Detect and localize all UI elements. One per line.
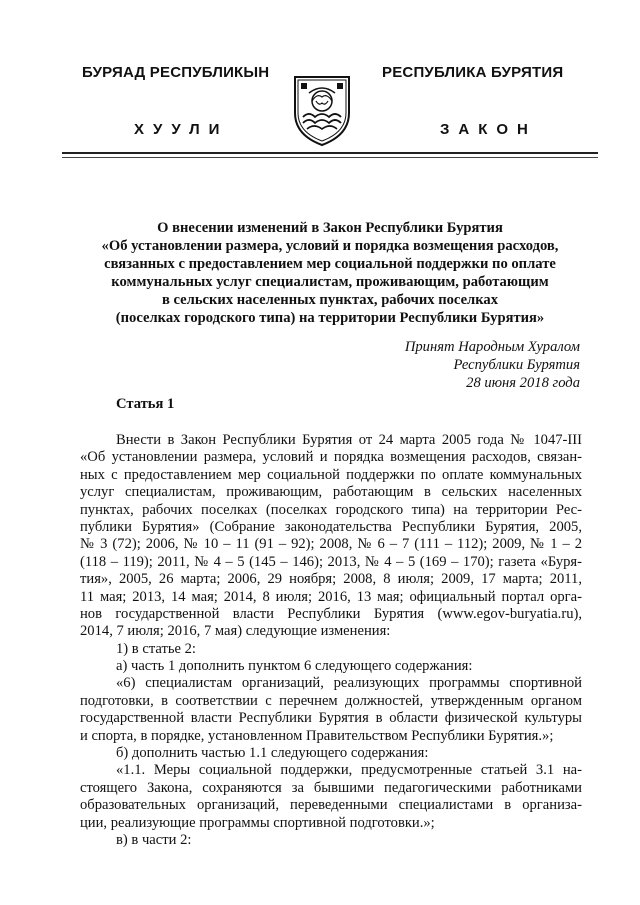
body-line: (118 – 119); 2011, № 4 – 5 (145 – 146); 2013, № 4 – 5 (169 – 170); газета «Буря-	[80, 553, 582, 570]
body-line: образовательных организаций, переведенными специалистами в организа-	[80, 797, 582, 814]
body-line: стоящего Закона, сохраняются за бывшими педагогическими работниками	[80, 779, 582, 796]
header-zakon: ЗАКОН	[440, 121, 537, 138]
title-line: «Об установлении размера, условий и порядка возмещения расходов,	[101, 238, 559, 254]
law-title	[62, 219, 598, 327]
header-khuuli: ХУУЛИ	[134, 121, 229, 138]
adoption-note	[405, 338, 580, 392]
body-line: публики Бурятия» (Собрание законодательства Республики Бурятия, 2005,	[80, 518, 582, 535]
body-line: «1.1. Меры социальной поддержки, предусмотренные статьей 3.1 на-	[116, 762, 582, 779]
body-line: № 3 (72); 2006, № 10 – 11 (91 – 92); 2008, № 6 – 7 (111 – 112); 2009, № 1 – 2	[80, 536, 582, 553]
title-line: коммунальных услуг специалистам, проживающим, работающим	[111, 274, 549, 290]
header-republic-buryatia: РЕСПУБЛИКА БУРЯТИЯ	[382, 64, 564, 81]
body-line: «6) специалистам организаций, реализующих программы спортивной	[116, 675, 582, 692]
title-line: О внесении изменений в Закон Республики Бурятия	[157, 220, 503, 236]
adoption-line: Республики Бурятия	[453, 357, 580, 373]
body-line: а) часть 1 дополнить пунктом 6 следующего содержания:	[116, 658, 473, 675]
body-line: пунктах, рабочих поселках (поселках городского типа) на территории Рес-	[80, 501, 582, 518]
body-line: 1) в статье 2:	[116, 640, 196, 657]
adoption-date: 28 июня 2018 года	[466, 375, 580, 391]
title-line: связанных с предоставлением мер социальной поддержки по оплате	[104, 256, 556, 272]
body-line: ных с предоставлением мер социальной поддержки по оплате коммунальных	[80, 466, 582, 483]
header-rule-thick	[62, 152, 598, 154]
title-line: (поселках городского типа) на территории Республики Бурятия»	[115, 310, 545, 326]
article-body	[80, 432, 582, 849]
body-line: нов государственной власти Республики Бурятия (www.egov-buryatia.ru),	[80, 605, 582, 622]
body-line: тия», 2005, 26 марта; 2006, 29 ноября; 2008, 8 июля; 2009, 17 марта; 2011,	[80, 571, 582, 588]
body-line: и спорта, в порядке, установленном Правительством Республики Бурятия.»;	[80, 727, 554, 744]
header-buryat-republic: БУРЯАД РЕСПУБЛИКЫН	[82, 64, 270, 81]
body-line: 11 мая; 2013, 14 мая; 2014, 8 июля; 2016, 13 мая; официальный портал орга-	[80, 588, 582, 605]
body-line: в) в части 2:	[116, 831, 192, 848]
body-line: «Об установлении размера, условий и порядка возмещения расходов, связан-	[80, 449, 582, 466]
body-line: подготовки, в соответствии с перечнем должностей, утвержденным органом	[80, 692, 582, 709]
body-line: услуг специалистам, проживающим, работающим в сельских населенных	[80, 484, 582, 501]
body-line: ции, реализующие программы спортивной подготовки.»;	[80, 814, 435, 831]
adoption-line: Принят Народным Хуралом	[404, 339, 580, 355]
coat-of-arms-emblem-icon	[289, 73, 355, 147]
body-line: Внести в Закон Республики Бурятия от 24 марта 2005 года № 1047-III	[116, 432, 582, 448]
article-heading: Статья 1	[116, 396, 175, 412]
body-line: государственной власти Республики Бурятия в области физической культуры	[80, 710, 582, 727]
title-line: в сельских населенных пунктах, рабочих поселках	[161, 292, 499, 308]
body-line: б) дополнить частью 1.1 следующего содержания:	[116, 745, 429, 762]
header-rule-thin	[62, 157, 598, 158]
body-line: 2014, 7 июля; 2016, 7 мая) следующие изменения:	[80, 623, 391, 640]
